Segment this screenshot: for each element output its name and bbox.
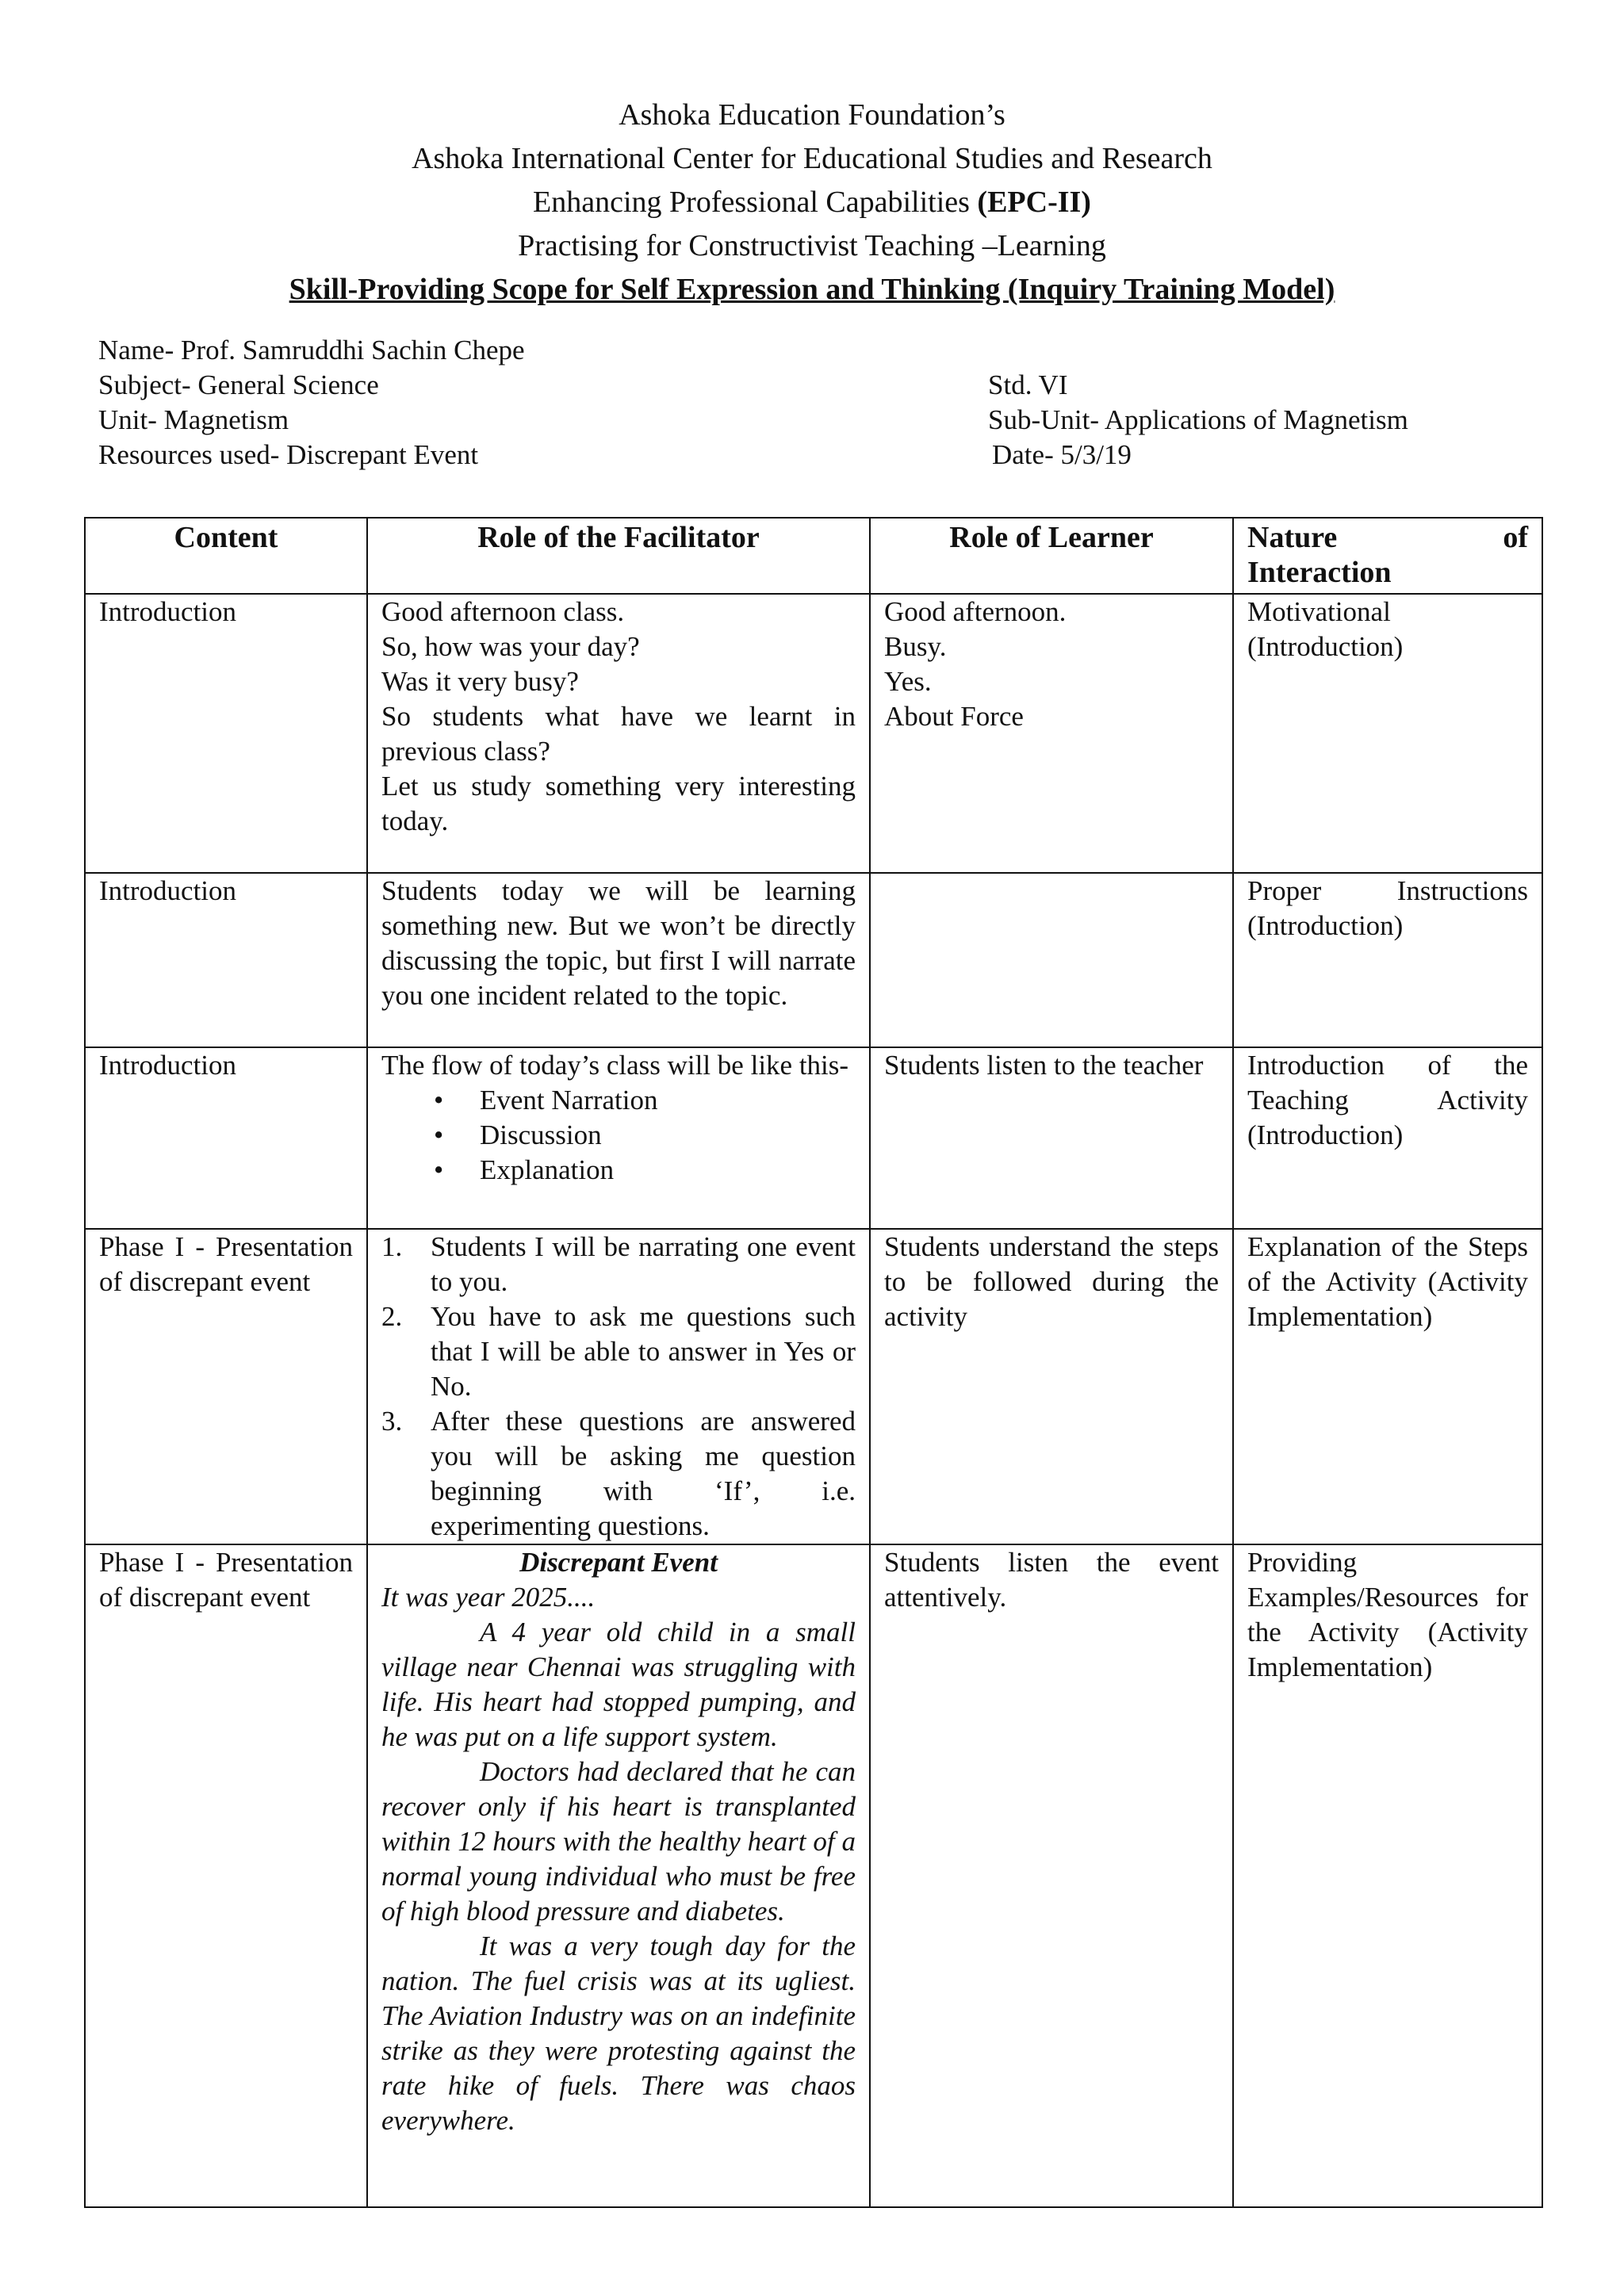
row1-facilitator-line: So students what have we learnt in previous class? bbox=[381, 701, 856, 767]
row1-facilitator-line: Was it very busy? bbox=[381, 666, 579, 697]
table-row bbox=[85, 1229, 1542, 1544]
bullet-icon: • bbox=[434, 1119, 444, 1150]
row1-facilitator-line: Let us study something very interesting today. bbox=[381, 771, 856, 836]
document-header bbox=[0, 94, 1624, 312]
standard-label: Std. VI bbox=[988, 369, 1068, 400]
row4-facilitator bbox=[367, 1229, 870, 1544]
meta-row-subject bbox=[98, 368, 1542, 403]
row5-content: Phase I - Presentation of discrepant event bbox=[85, 1544, 367, 2207]
row1-learner bbox=[870, 594, 1233, 873]
row1-facilitator-line: Good afternoon class. bbox=[381, 596, 625, 627]
lesson-plan-table bbox=[84, 517, 1543, 2208]
step-text: You have to ask me questions such that I will be able to answer in Yes or No. bbox=[431, 1301, 856, 1402]
step-number: 1. bbox=[381, 1231, 403, 1262]
row2-facilitator: Students today we will be learning something new. But we won’t be directly discussing the topic, but first I will narrate you one incident related to the topic. bbox=[367, 873, 870, 1047]
table-header-row bbox=[85, 518, 1542, 594]
row1-learner-line: Yes. bbox=[884, 666, 932, 697]
row3-nature: Introduction of the Teaching Activity (Introduction) bbox=[1233, 1047, 1542, 1229]
header-nature-line1 bbox=[1247, 520, 1528, 555]
subunit-label: Sub-Unit- Applications of Magnetism bbox=[988, 404, 1408, 435]
teacher-name: Name- Prof. Samruddhi Sachin Chepe bbox=[98, 335, 525, 365]
row2-nature: Proper Instructions (Introduction) bbox=[1233, 873, 1542, 1047]
header-nature-word1: Nature bbox=[1247, 521, 1338, 554]
row3-content: Introduction bbox=[85, 1047, 367, 1229]
header-content: Content bbox=[85, 518, 367, 594]
date-label: Date- 5/3/19 bbox=[992, 439, 1132, 470]
row1-nature-line: Motivational bbox=[1247, 596, 1391, 627]
row5-learner: Students listen the event attentively. bbox=[870, 1544, 1233, 2207]
skill-title: Skill-Providing Scope for Self Expression and Thinking (Inquiry Training Model) bbox=[289, 273, 1335, 306]
list-item bbox=[381, 1299, 856, 1404]
row2-content: Introduction bbox=[85, 873, 367, 1047]
row1-learner-line: Busy. bbox=[884, 631, 947, 662]
header-nature-word2: of bbox=[1503, 521, 1528, 554]
table-row bbox=[85, 873, 1542, 1047]
story-paragraph: Doctors had declared that he can recover only if his heart is transplanted within 12 hours with the healthy heart of a normal young individual who must be free of high blood pressure and diabetes. bbox=[381, 1756, 856, 1927]
list-item bbox=[381, 1404, 856, 1544]
row1-nature-line: (Introduction) bbox=[1247, 631, 1404, 662]
story-paragraph: A 4 year old child in a small village near Chennai was struggling with life. His heart had stopped pumping, and he was put on a life support system. bbox=[381, 1617, 856, 1752]
flow-list bbox=[381, 1083, 856, 1188]
story-opening: It was year 2025.... bbox=[381, 1582, 596, 1613]
step-number: 3. bbox=[381, 1406, 403, 1437]
subject-label: Subject- General Science bbox=[98, 369, 379, 400]
story-paragraph: It was a very tough day for the nation. The fuel crisis was at its ugliest. The Aviation Industry was on an indefinite strike as they were protesting against the rate hike of fuels. There was chaos everywhere. bbox=[381, 1931, 856, 2136]
step-text: Students I will be narrating one event to you. bbox=[431, 1231, 856, 1297]
row2-learner bbox=[870, 873, 1233, 1047]
row1-nature bbox=[1233, 594, 1542, 873]
bullet-icon: • bbox=[434, 1085, 444, 1115]
practice-subtitle: Practising for Constructivist Teaching –Learning bbox=[518, 229, 1106, 262]
steps-list bbox=[381, 1230, 856, 1544]
flow-item-label: Discussion bbox=[480, 1119, 602, 1150]
list-item bbox=[381, 1153, 856, 1188]
list-item bbox=[381, 1230, 856, 1299]
programme-text: Enhancing Professional Capabilities bbox=[533, 186, 978, 219]
header-learner: Role of Learner bbox=[870, 518, 1233, 594]
row3-learner: Students listen to the teacher bbox=[870, 1047, 1233, 1229]
meta-row-unit bbox=[98, 403, 1542, 438]
programme-name bbox=[0, 181, 1624, 224]
bullet-icon: • bbox=[434, 1154, 444, 1185]
flow-item-label: Event Narration bbox=[480, 1085, 658, 1115]
table-row bbox=[85, 1544, 1542, 2207]
row1-content: Introduction bbox=[85, 594, 367, 873]
table-row bbox=[85, 594, 1542, 873]
row1-learner-line: Good afternoon. bbox=[884, 596, 1067, 627]
meta-row-resources bbox=[98, 438, 1542, 473]
flow-item-label: Explanation bbox=[480, 1154, 615, 1185]
programme-code: (EPC-II) bbox=[977, 186, 1091, 219]
row4-content: Phase I - Presentation of discrepant event bbox=[85, 1229, 367, 1544]
row1-facilitator-line: So, how was your day? bbox=[381, 631, 640, 662]
meta-row-name bbox=[98, 333, 1542, 368]
row4-nature: Explanation of the Steps of the Activity (Activity Implementation) bbox=[1233, 1229, 1542, 1544]
row1-facilitator bbox=[367, 594, 870, 873]
step-number: 2. bbox=[381, 1301, 403, 1332]
header-nature bbox=[1233, 518, 1542, 594]
table-row bbox=[85, 1047, 1542, 1229]
row5-nature: Providing Examples/Resources for the Activity (Activity Implementation) bbox=[1233, 1544, 1542, 2207]
institute-name: Ashoka International Center for Educational Studies and Research bbox=[412, 142, 1212, 175]
header-facilitator: Role of the Facilitator bbox=[367, 518, 870, 594]
story-title: Discrepant Event bbox=[519, 1547, 718, 1578]
list-item bbox=[381, 1118, 856, 1153]
list-item bbox=[381, 1083, 856, 1118]
row5-facilitator bbox=[367, 1544, 870, 2207]
resources-label: Resources used- Discrepant Event bbox=[98, 439, 479, 470]
lesson-details bbox=[98, 333, 1542, 473]
header-nature-line2: Interaction bbox=[1247, 556, 1392, 589]
row1-learner-line: About Force bbox=[884, 701, 1024, 732]
unit-label: Unit- Magnetism bbox=[98, 404, 289, 435]
step-text: After these questions are answered you will be asking me question beginning with ‘If’, i.e. experimenting questions. bbox=[431, 1406, 856, 1541]
row3-facilitator bbox=[367, 1047, 870, 1229]
row4-learner: Students understand the steps to be followed during the activity bbox=[870, 1229, 1233, 1544]
row3-facilitator-intro: The flow of today’s class will be like this- bbox=[381, 1050, 849, 1081]
foundation-name: Ashoka Education Foundation’s bbox=[619, 98, 1005, 132]
